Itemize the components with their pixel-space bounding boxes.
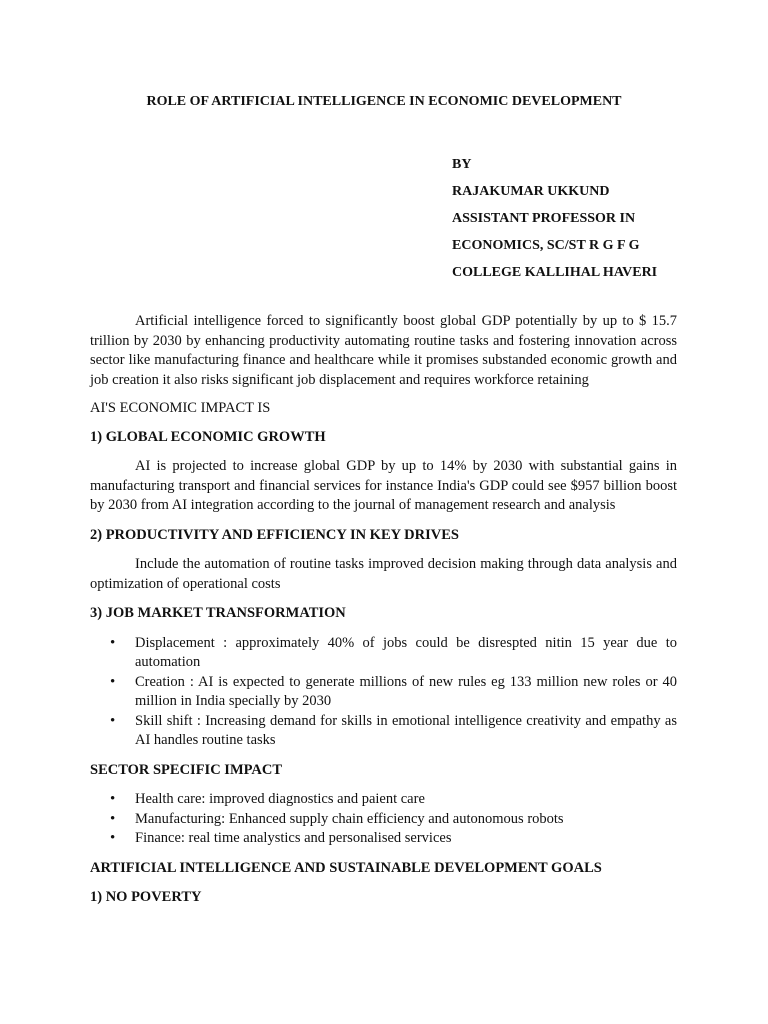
list-item: • Skill shift : Increasing demand for skills in emotional intelligence creativity and empathy as AI handles routine tasks: [90, 712, 677, 751]
document-body: [90, 312, 677, 908]
list-item: • Creation : AI is expected to generate millions of new rules eg 133 million new roles or 40 million in India specially by 2030: [90, 673, 677, 712]
list-item: • Health care: improved diagnostics and paient care: [90, 790, 677, 810]
list-item: • Displacement : approximately 40% of jobs could be disrespted nitin 15 year due to automation: [90, 634, 677, 673]
byline-line: ASSISTANT PROFESSOR IN: [452, 211, 636, 226]
author-byline: [452, 151, 657, 286]
byline-line: BY: [452, 157, 472, 172]
section-paragraph-productivity: Include the automation of routine tasks improved decision making through data analysis and optimization of operational costs: [90, 556, 677, 592]
section-heading-no-poverty: 1) NO POVERTY: [90, 889, 202, 905]
byline-author: RAJAKUMAR UKKUND: [452, 184, 610, 199]
impact-heading: AI'S ECONOMIC IMPACT IS: [90, 400, 271, 416]
document-title: ROLE OF ARTIFICIAL INTELLIGENCE IN ECONOMIC DEVELOPMENT: [146, 94, 622, 109]
byline-line: COLLEGE KALLIHAL HAVERI: [452, 265, 658, 280]
section-heading-global-growth: 1) GLOBAL ECONOMIC GROWTH: [90, 428, 326, 445]
section-heading-job-market: 3) JOB MARKET TRANSFORMATION: [90, 605, 346, 621]
sector-impact-list: [90, 790, 677, 849]
section-heading-sdg: ARTIFICIAL INTELLIGENCE AND SUSTAINABLE DEVELOPMENT GOALS: [90, 859, 602, 876]
byline-line: ECONOMICS, SC/ST R G F G: [452, 238, 640, 253]
section-heading-productivity: 2) PRODUCTIVITY AND EFFICIENCY IN KEY DRIVES: [90, 526, 459, 543]
intro-paragraph: Artificial intelligence forced to significantly boost global GDP potentially by up to $ 15.7 trillion by 2030 by enhancing productivity automating routine tasks and fostering innovation across sector like manufacturing finance and healthcare while it promises substanded economic growth and job creation it also risks significant job displacement and requires workforce retaining: [90, 313, 677, 388]
list-item: • Manufacturing: Enhanced supply chain efficiency and autonomous robots: [90, 810, 677, 830]
list-item: • Finance: real time analystics and personalised services: [90, 829, 677, 849]
section-heading-sector-impact: SECTOR SPECIFIC IMPACT: [90, 761, 283, 778]
section-paragraph-global-growth: AI is projected to increase global GDP by up to 14% by 2030 with substantial gains in manufacturing transport and financial services for instance India's GDP could see $957 billion boost by 2030 from AI integration according to the journal of management research and analysis: [90, 458, 677, 513]
job-market-list: [90, 634, 677, 751]
